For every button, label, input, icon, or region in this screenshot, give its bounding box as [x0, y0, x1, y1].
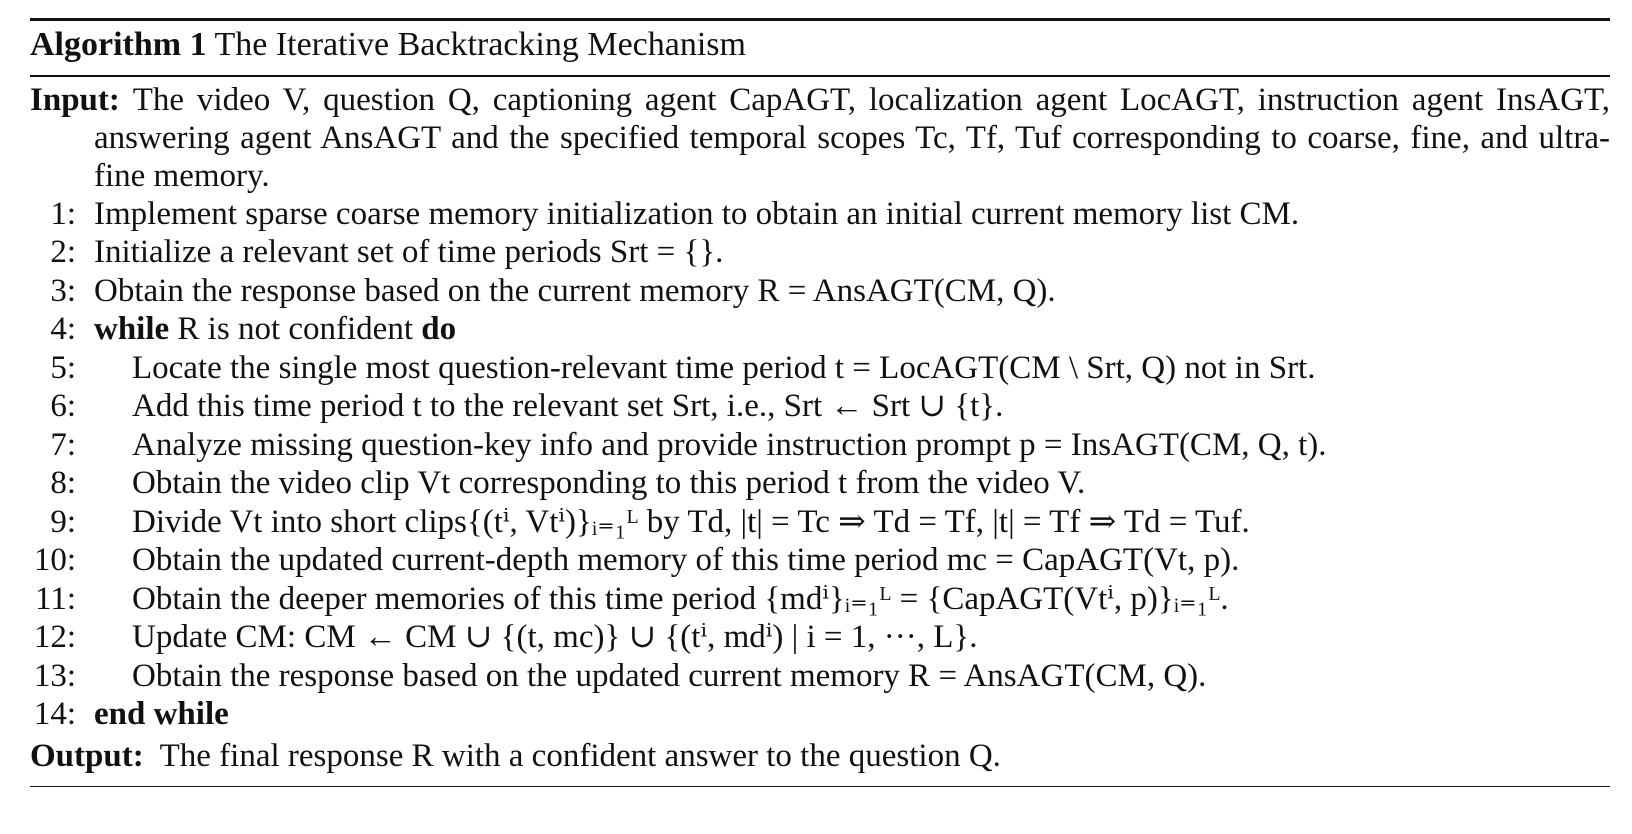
step-text	[94, 387, 1003, 426]
input-label: Input:	[30, 81, 120, 118]
bottom-rule	[30, 786, 1610, 788]
step-text	[94, 503, 1250, 542]
step-number: 6:	[50, 388, 76, 424]
step-number: 12:	[33, 619, 76, 655]
step-number: 8:	[50, 465, 76, 501]
step-number: 1:	[50, 195, 76, 232]
step-number: 5:	[50, 349, 76, 386]
output-text: The final response R with a confident answer to the question Q.	[159, 737, 1001, 774]
output-block	[30, 734, 1610, 776]
algorithm-step	[30, 195, 1610, 234]
step-text	[94, 580, 1229, 619]
step-body: Obtain the updated current-depth memory of this time period mc = CapAGT(Vt, p).	[132, 542, 1240, 578]
algorithm-step	[30, 387, 1610, 426]
step-keyword: while	[94, 311, 170, 347]
step-body: Update CM: CM ← CM ∪ {(t, mc)} ∪ {(tⁱ, mdⁱ) | i = 1, ···, L}.	[132, 619, 978, 655]
step-text	[94, 696, 229, 732]
step-list	[30, 195, 1610, 734]
algorithm-step	[30, 618, 1610, 657]
step-text	[94, 311, 456, 347]
step-number: 10:	[33, 542, 76, 578]
step-body: Initialize a relevant set of time periods Srt = {}.	[94, 234, 724, 270]
step-number: 3:	[50, 272, 76, 309]
step-body: Analyze missing question-key info and provide instruction prompt p = InsAGT(CM, Q, t).	[132, 426, 1327, 463]
algorithm-step	[30, 349, 1610, 388]
algorithm-title: The Iterative Backtracking Mechanism	[214, 26, 746, 63]
step-text	[94, 273, 1056, 309]
algorithm-step	[30, 503, 1610, 542]
step-body: Obtain the deeper memories of this time period {mdⁱ}ᵢ₌₁ᴸ = {CapAGT(Vtⁱ, p)}ᵢ₌₁ᴸ.	[132, 580, 1229, 617]
algorithm-step	[30, 464, 1610, 503]
step-text	[94, 426, 1327, 465]
step-body: Divide Vt into short clips{(tⁱ, Vtⁱ)}ᵢ₌₁ᴸ by Td, |t| = Tc ⇒ Td = Tf, |t| = Tf ⇒ Td = Tuf.	[132, 503, 1250, 540]
step-body: Locate the single most question-relevant time period t = LocAGT(CM \ Srt, Q) not in Srt.	[132, 349, 1316, 386]
algorithm-step	[30, 233, 1610, 272]
algorithm-step	[30, 272, 1610, 311]
step-body: Obtain the response based on the updated current memory R = AnsAGT(CM, Q).	[132, 657, 1207, 694]
input-block	[30, 77, 1610, 195]
step-text	[94, 541, 1239, 580]
output-label: Output:	[30, 737, 144, 774]
step-text	[94, 349, 1315, 388]
algorithm-step	[30, 541, 1610, 580]
step-text	[94, 196, 1299, 232]
algorithm-step	[30, 310, 1610, 349]
step-number: 13:	[33, 657, 76, 694]
step-number: 7:	[50, 426, 76, 463]
step-body: Add this time period t to the relevant set Srt, i.e., Srt ← Srt ∪ {t}.	[132, 388, 1004, 424]
step-keyword: end while	[94, 696, 229, 732]
input-text: The video V, question Q, captioning agent CapAGT, localization agent LocAGT, instruction agent InsAGT, answering agent AnsAGT and the specified temporal scopes Tc, Tf, Tuf corresponding to coarse, fine, and ultra-fine memory.	[94, 81, 1611, 194]
algorithm-title-line	[30, 21, 1610, 65]
algorithm-box	[30, 18, 1610, 787]
algorithm-step	[30, 657, 1610, 696]
step-body: Implement sparse coarse memory initialization to obtain an initial current memory list CM.	[94, 195, 1300, 232]
algorithm-step	[30, 580, 1610, 619]
algorithm-step	[30, 695, 1610, 734]
step-number: 4:	[50, 311, 76, 347]
step-number: 11:	[35, 580, 76, 617]
step-number: 14:	[33, 696, 76, 732]
step-body: R is not confident	[169, 311, 422, 347]
step-number: 9:	[50, 503, 76, 540]
step-text	[94, 618, 978, 657]
step-body: Obtain the response based on the current memory R = AnsAGT(CM, Q).	[94, 272, 1056, 309]
algorithm-label: Algorithm 1	[30, 26, 207, 63]
algorithm-step	[30, 426, 1610, 465]
step-keyword: do	[421, 311, 457, 347]
step-text	[94, 234, 723, 270]
step-body: Obtain the video clip Vt corresponding to this period t from the video V.	[132, 465, 1086, 501]
step-text	[94, 464, 1085, 503]
step-text	[94, 657, 1206, 696]
step-number: 2:	[50, 234, 76, 270]
